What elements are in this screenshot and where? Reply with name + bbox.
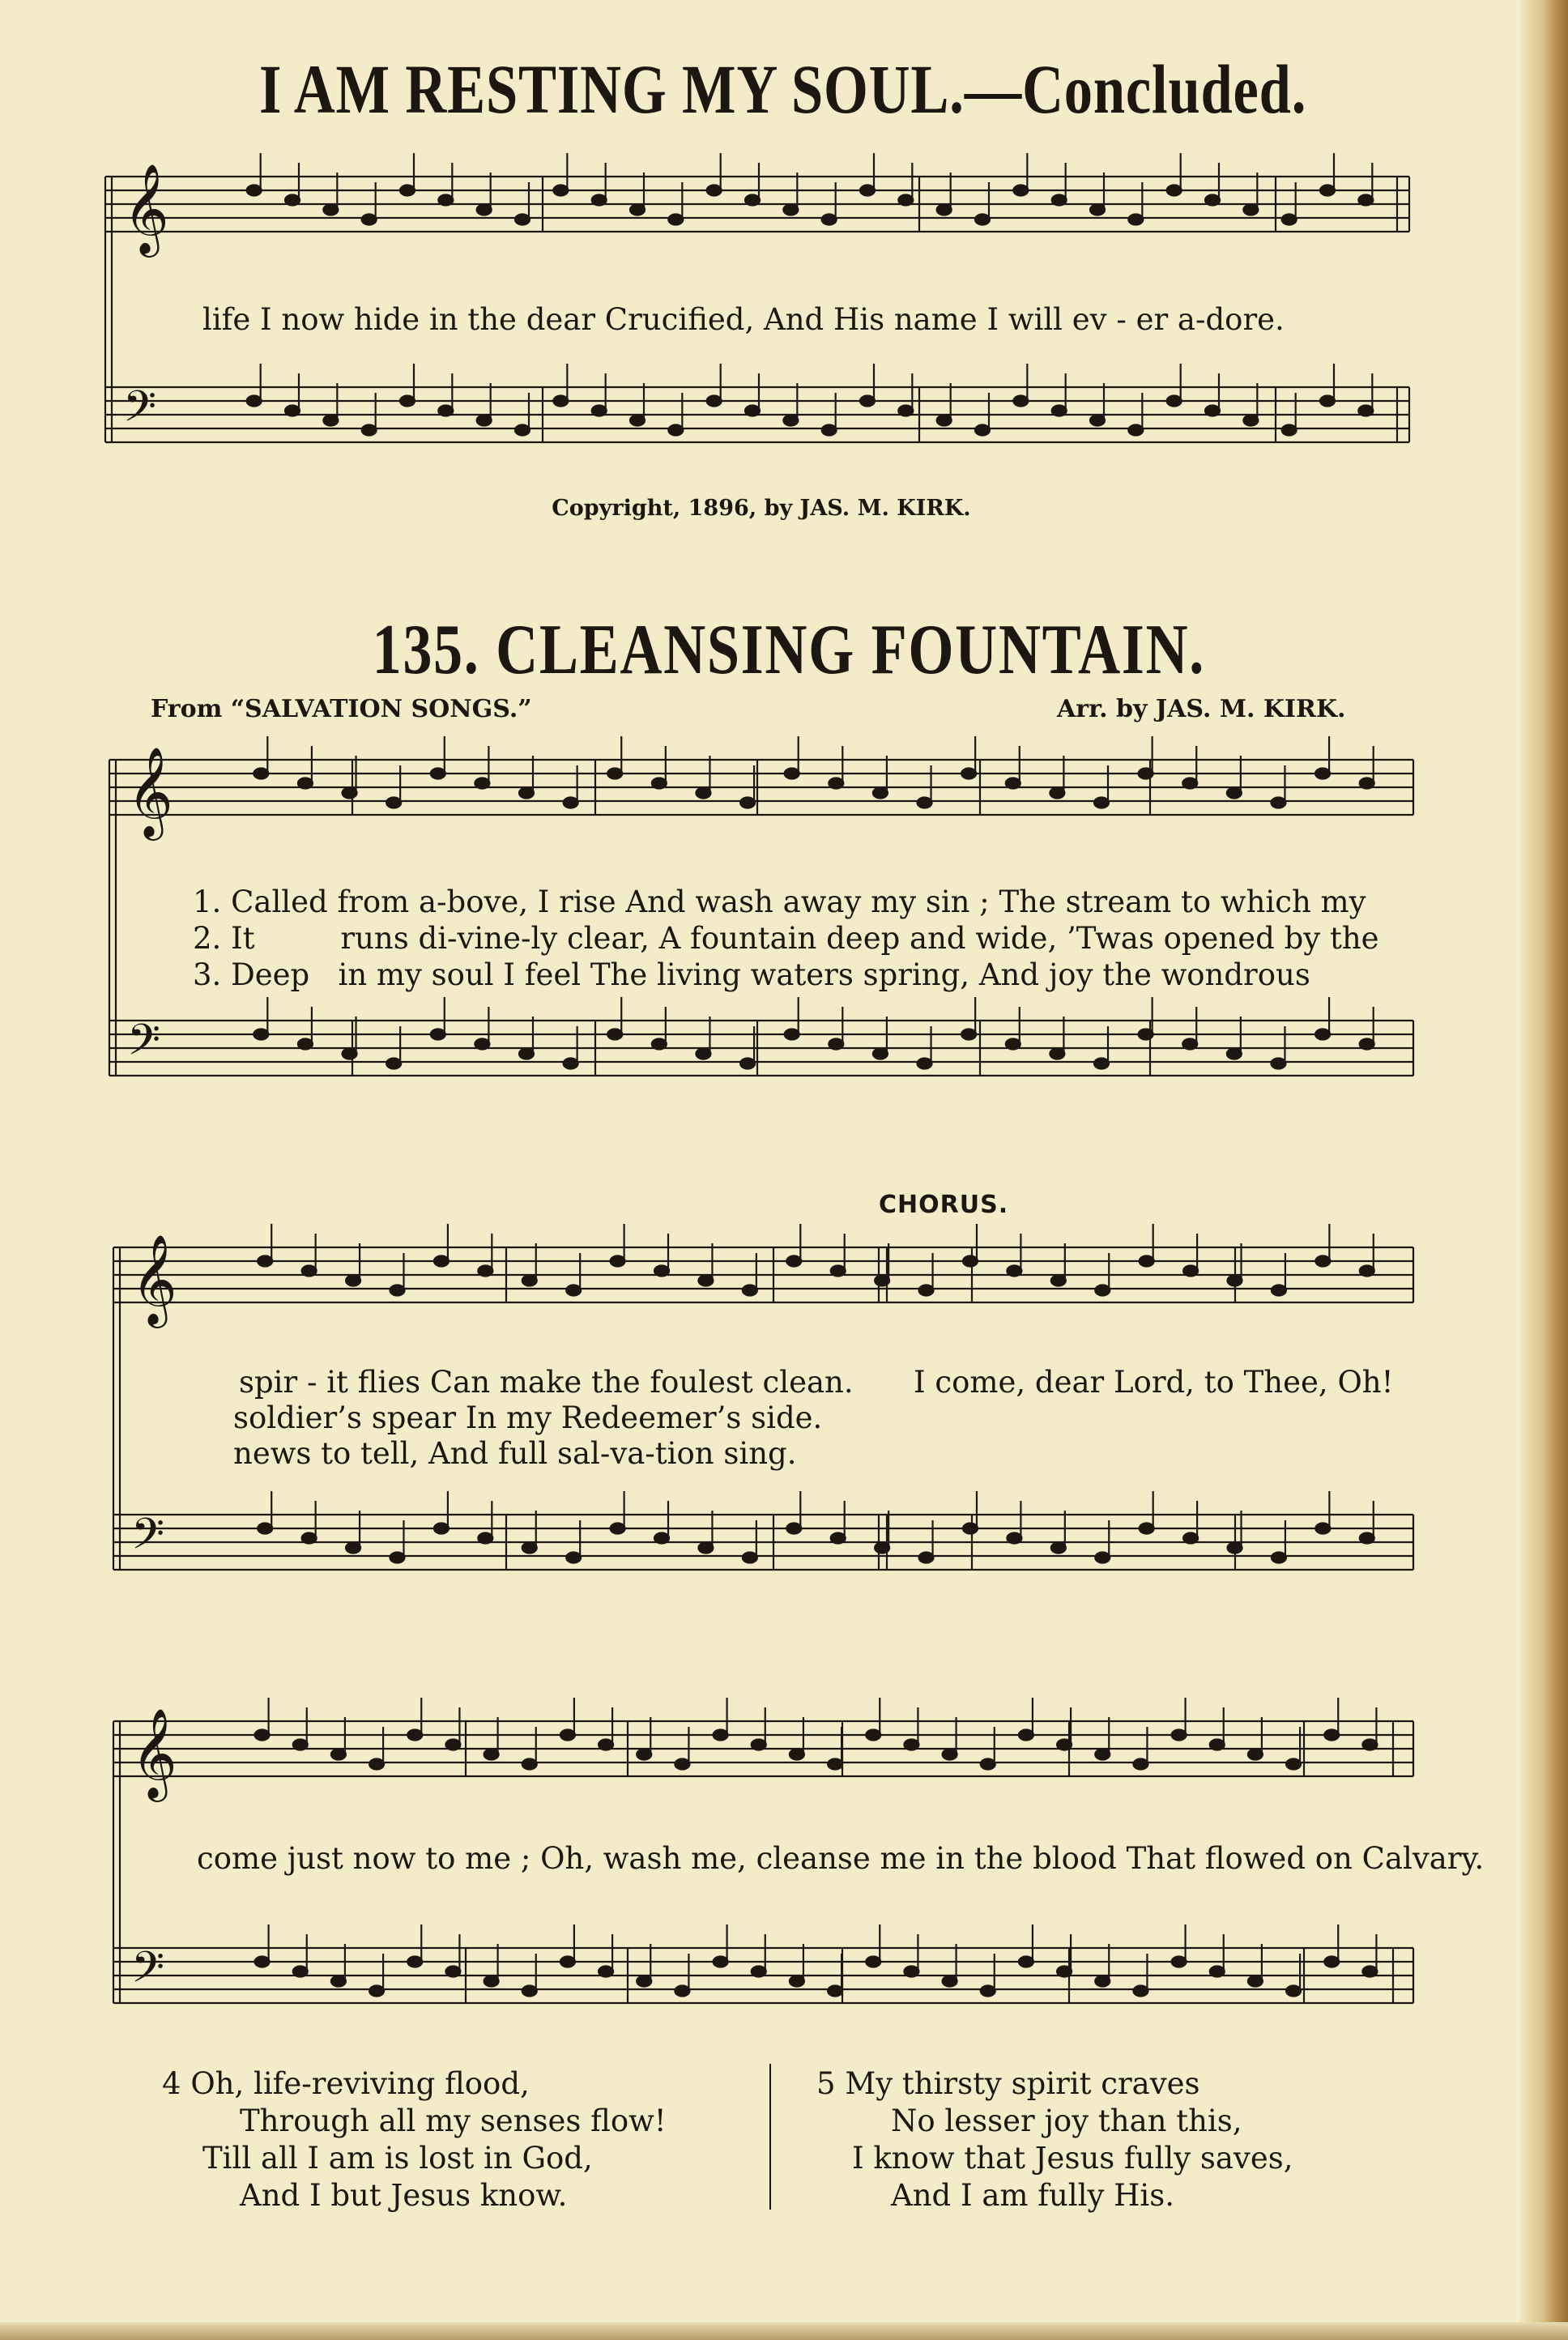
bass-note — [652, 1039, 667, 1050]
treble-note — [786, 1256, 801, 1267]
treble-note — [1095, 1750, 1110, 1760]
bass-note — [707, 396, 722, 407]
bass-note — [975, 425, 990, 436]
treble-note — [1282, 215, 1297, 225]
bass-note — [592, 406, 607, 416]
bass-note — [675, 1986, 689, 1997]
bass-note — [1019, 1957, 1033, 1967]
bass-note — [866, 1957, 880, 1967]
treble-note — [445, 1740, 460, 1750]
bass-note — [1227, 1049, 1242, 1059]
bass-note — [860, 396, 875, 407]
treble-note — [1360, 778, 1374, 789]
treble-note — [822, 215, 837, 225]
chorus-label: CHORUS. — [879, 1191, 1009, 1219]
bass-note — [285, 406, 300, 416]
bass-note — [904, 1967, 918, 1977]
bass-note — [1282, 425, 1297, 436]
treble-note — [696, 788, 710, 799]
treble-note — [1050, 788, 1064, 799]
treble-note — [607, 769, 622, 779]
system2-line-2: soldier’s spear In my Redeemer’s side. — [233, 1400, 823, 1435]
bass-note — [331, 1976, 346, 1987]
bass-note — [599, 1967, 613, 1977]
treble-note — [369, 1759, 384, 1770]
treble-note — [740, 798, 755, 808]
bass-note — [1205, 406, 1220, 416]
bass-note — [1133, 1986, 1148, 1997]
treble-note — [654, 1266, 669, 1277]
treble-note — [1052, 195, 1067, 206]
verse-5-line-3: I know that Jesus fully saves, — [852, 2141, 1293, 2176]
treble-note — [564, 798, 578, 808]
bass-note — [302, 1533, 317, 1544]
bass-note — [1272, 1553, 1286, 1563]
verse-text: Deep in my soul I feel The living waters spring, And joy the wondrous — [231, 957, 1310, 992]
bass-note — [343, 1049, 357, 1059]
bass-note — [390, 1553, 404, 1563]
bass-note — [553, 396, 568, 407]
treble-note — [484, 1750, 499, 1760]
treble-note — [1272, 1285, 1286, 1296]
bass-note — [745, 406, 760, 416]
treble-note — [675, 1759, 689, 1770]
system2-line-3: news to tell, And full sal-va-tion sing. — [233, 1436, 797, 1471]
bass-note — [1090, 416, 1105, 426]
treble-note — [652, 778, 667, 789]
treble-note — [1324, 1730, 1339, 1741]
bass-note — [1128, 425, 1143, 436]
verse-5-line-4: And I am fully His. — [891, 2178, 1174, 2213]
bass-note — [438, 406, 453, 416]
bass-note — [478, 1533, 492, 1544]
bass-note — [752, 1967, 766, 1977]
bass-note — [564, 1059, 578, 1069]
verse-number: 1. — [193, 884, 222, 919]
treble-note — [1051, 1276, 1066, 1286]
bass-note — [822, 425, 837, 436]
bass-note — [1013, 396, 1028, 407]
treble-note — [522, 1759, 537, 1770]
bass-note — [961, 1029, 976, 1040]
bass-clef-icon: 𝄢 — [123, 382, 157, 442]
bass-note — [445, 1967, 460, 1977]
bass-note — [255, 1957, 270, 1967]
bass-note — [522, 1986, 537, 1997]
bass-note — [1095, 1976, 1110, 1987]
concluded-lyric-line: life I now hide in the dear Crucified, And His name I will ev - er a-dore. — [202, 302, 1285, 337]
bass-note — [484, 1976, 499, 1987]
treble-note — [745, 195, 760, 206]
treble-note — [1228, 1276, 1242, 1286]
verse-4-line-4: And I but Jesus know. — [240, 2178, 568, 2213]
treble-clef-icon: 𝄞 — [127, 746, 173, 837]
bass-note — [1271, 1059, 1285, 1069]
verse-4-line-2: Through all my senses flow! — [240, 2103, 667, 2138]
treble-note — [1320, 185, 1335, 196]
verse-4 — [162, 2065, 667, 2214]
bass-note — [875, 1543, 889, 1554]
treble-note — [1006, 778, 1020, 789]
treble-note — [478, 1266, 492, 1277]
treble-note — [1090, 205, 1105, 215]
treble-note — [560, 1730, 575, 1741]
verse-text: Called from a-bove, I rise And wash away my sin ; The stream to which my — [231, 884, 1366, 919]
treble-note — [904, 1740, 918, 1750]
treble-note — [475, 778, 489, 789]
bass-note — [607, 1029, 622, 1040]
bass-note — [654, 1533, 669, 1544]
bass-note — [515, 425, 530, 436]
bass-note — [1140, 1524, 1154, 1534]
bass-note — [1050, 1049, 1064, 1059]
source-credit: From “SALVATION SONGS.” — [151, 695, 532, 723]
bass-note — [258, 1524, 272, 1534]
bass-note — [898, 406, 913, 416]
treble-note — [1243, 205, 1258, 215]
treble-note — [298, 778, 313, 789]
verse-line-1 — [193, 884, 1366, 919]
bass-note — [740, 1059, 755, 1069]
treble-note — [431, 769, 445, 779]
bass-note — [786, 1524, 801, 1534]
bass-note — [522, 1543, 537, 1554]
bass-note — [785, 1029, 799, 1040]
bass-note — [1360, 1039, 1374, 1050]
bass-note — [247, 396, 262, 407]
treble-note — [828, 1759, 842, 1770]
treble-note — [790, 1750, 804, 1760]
treble-note — [1315, 1256, 1330, 1267]
bass-note — [1210, 1967, 1225, 1977]
bass-note — [637, 1976, 651, 1987]
bass-note — [475, 1039, 489, 1050]
bass-note — [963, 1524, 978, 1534]
treble-note — [477, 205, 492, 215]
bass-note — [630, 416, 645, 426]
verse-divider — [769, 2064, 771, 2210]
treble-note — [1227, 788, 1242, 799]
treble-note — [1128, 215, 1143, 225]
bass-note — [1139, 1029, 1153, 1040]
treble-note — [975, 215, 990, 225]
hymn-title: 135. CLEANSING FOUNTAIN. — [372, 611, 1205, 689]
bass-note — [1286, 1986, 1301, 1997]
treble-note — [831, 1266, 846, 1277]
bass-note — [743, 1553, 757, 1563]
treble-note — [1271, 798, 1285, 808]
verse-line-3 — [193, 957, 1310, 992]
bass-clef-icon: 𝄢 — [131, 1510, 165, 1570]
treble-note — [343, 788, 357, 799]
bass-note — [698, 1543, 713, 1554]
treble-clef-icon: 𝄞 — [131, 1234, 177, 1324]
treble-note — [599, 1740, 613, 1750]
treble-note — [860, 185, 875, 196]
treble-note — [258, 1256, 272, 1267]
bass-note — [918, 1059, 932, 1069]
treble-note — [255, 1730, 270, 1741]
bass-note — [696, 1049, 710, 1059]
treble-note — [1205, 195, 1220, 206]
bass-note — [1315, 1524, 1330, 1534]
verse-line-2 — [193, 921, 1379, 956]
treble-note — [362, 215, 377, 225]
treble-note — [783, 205, 798, 215]
bass-note — [1057, 1967, 1072, 1977]
bass-note — [298, 1039, 313, 1050]
verse-4-line-1: Oh, life-reviving flood, — [190, 2066, 530, 2101]
bass-note — [1095, 1553, 1110, 1563]
treble-note — [1094, 798, 1109, 808]
treble-note — [285, 195, 300, 206]
bass-clef-icon: 𝄢 — [131, 1943, 165, 2003]
bass-note — [1248, 1976, 1263, 1987]
treble-clef-icon: 𝄞 — [131, 1707, 177, 1798]
treble-note — [714, 1730, 728, 1741]
bass-note — [1243, 416, 1258, 426]
treble-note — [1362, 1740, 1377, 1750]
bass-note — [407, 1957, 422, 1967]
bass-note — [828, 1986, 842, 1997]
treble-note — [1007, 1266, 1021, 1277]
treble-note — [566, 1285, 581, 1296]
bass-note — [937, 416, 952, 426]
verse-5-line-2: No lesser joy than this, — [891, 2103, 1242, 2138]
treble-note — [873, 788, 888, 799]
treble-note — [302, 1266, 317, 1277]
system2-line-1: spir - it flies Can make the foulest clean. — [239, 1365, 854, 1400]
treble-note — [553, 185, 568, 196]
treble-note — [247, 185, 262, 196]
bass-note — [1172, 1957, 1187, 1967]
treble-note — [866, 1730, 880, 1741]
bass-note — [1362, 1967, 1377, 1977]
bass-note — [560, 1957, 575, 1967]
treble-note — [323, 205, 338, 215]
treble-note — [522, 1276, 537, 1286]
treble-note — [943, 1750, 957, 1760]
treble-note — [331, 1750, 346, 1760]
treble-note — [434, 1256, 449, 1267]
bass-note — [323, 416, 338, 426]
treble-note — [707, 185, 722, 196]
treble-note — [386, 798, 401, 808]
verse-number: 3. — [193, 957, 222, 992]
arranger-credit: Arr. by JAS. M. KIRK. — [1057, 695, 1346, 723]
treble-note — [1183, 1266, 1198, 1277]
verse-number: 4 — [162, 2066, 181, 2101]
treble-note — [919, 1285, 934, 1296]
treble-note — [438, 195, 453, 206]
verse-5-line-1: My thirsty spirit craves — [845, 2066, 1200, 2101]
treble-note — [668, 215, 683, 225]
treble-note — [898, 195, 913, 206]
bass-note — [611, 1524, 625, 1534]
treble-note — [637, 1750, 651, 1760]
treble-note — [1210, 1740, 1225, 1750]
treble-note — [519, 788, 534, 799]
bass-note — [1052, 406, 1067, 416]
treble-note — [785, 769, 799, 779]
treble-note — [1095, 1285, 1110, 1296]
bass-note — [1007, 1533, 1021, 1544]
bass-note — [790, 1976, 804, 1987]
treble-note — [1013, 185, 1028, 196]
treble-note — [592, 195, 607, 206]
bass-note — [431, 1029, 445, 1040]
treble-note — [515, 215, 530, 225]
treble-note — [1167, 185, 1182, 196]
treble-note — [1315, 769, 1330, 779]
treble-note — [390, 1285, 404, 1296]
bass-note — [254, 1029, 268, 1040]
treble-note — [1248, 1750, 1263, 1760]
treble-note — [963, 1256, 978, 1267]
treble-note — [1358, 195, 1373, 206]
treble-note — [1172, 1730, 1187, 1741]
treble-note — [1139, 769, 1153, 779]
bass-note — [668, 425, 683, 436]
concluded-title: I AM RESTING MY SOUL.—Concluded. — [258, 50, 1307, 128]
verse-4-line-3: Till all I am is lost in God, — [202, 2141, 593, 2176]
treble-note — [1133, 1759, 1148, 1770]
bass-note — [477, 416, 492, 426]
bass-note — [1167, 396, 1182, 407]
treble-note — [961, 769, 976, 779]
verse-text: It runs di-vine-ly clear, A fountain deep and wide, ’Twas opened by the — [231, 921, 1379, 956]
verse-number: 5 — [816, 2066, 836, 2101]
copyright-notice: Copyright, 1896, by JAS. M. KIRK. — [552, 496, 971, 521]
system3-lyric-line: come just now to me ; Oh, wash me, cleanse me in the blood That flowed on Calvary. — [197, 1841, 1485, 1876]
bass-note — [1182, 1039, 1197, 1050]
bass-note — [1358, 406, 1373, 416]
treble-note — [400, 185, 415, 196]
bass-note — [829, 1039, 843, 1050]
treble-note — [829, 778, 843, 789]
verse-number: 2. — [193, 921, 222, 956]
bass-note — [714, 1957, 728, 1967]
treble-note — [918, 798, 932, 808]
treble-note — [1360, 1266, 1374, 1277]
bass-note — [1324, 1957, 1339, 1967]
bass-note — [1006, 1039, 1020, 1050]
treble-note — [1182, 778, 1197, 789]
bass-note — [369, 1986, 384, 1997]
bass-note — [346, 1543, 360, 1554]
chorus-lyric-line: I come, dear Lord, to Thee, Oh! — [914, 1365, 1394, 1400]
bass-note — [519, 1049, 534, 1059]
bass-note — [873, 1049, 888, 1059]
bass-note — [386, 1059, 401, 1069]
treble-note — [293, 1740, 308, 1750]
bass-note — [1228, 1543, 1242, 1554]
treble-note — [1286, 1759, 1301, 1770]
treble-note — [698, 1276, 713, 1286]
treble-note — [875, 1276, 889, 1286]
bass-note — [1360, 1533, 1374, 1544]
bass-note — [831, 1533, 846, 1544]
treble-note — [346, 1276, 360, 1286]
treble-note — [752, 1740, 766, 1750]
treble-note — [743, 1285, 757, 1296]
bass-clef-icon: 𝄢 — [127, 1016, 161, 1076]
treble-note — [630, 205, 645, 215]
treble-note — [407, 1730, 422, 1741]
bass-note — [566, 1553, 581, 1563]
treble-clef-icon: 𝄞 — [123, 163, 169, 254]
bass-note — [1320, 396, 1335, 407]
treble-note — [1057, 1740, 1072, 1750]
bass-note — [1315, 1029, 1330, 1040]
bass-note — [293, 1967, 308, 1977]
treble-note — [254, 769, 268, 779]
treble-note — [1019, 1730, 1033, 1741]
bass-note — [1183, 1533, 1198, 1544]
bass-note — [783, 416, 798, 426]
bass-note — [400, 396, 415, 407]
treble-note — [937, 205, 952, 215]
treble-note — [611, 1256, 625, 1267]
bass-note — [1094, 1059, 1109, 1069]
bass-note — [943, 1976, 957, 1987]
bass-note — [981, 1986, 995, 1997]
bass-note — [362, 425, 377, 436]
treble-note — [1140, 1256, 1154, 1267]
bass-note — [919, 1553, 934, 1563]
verse-5 — [816, 2065, 1293, 2214]
bass-note — [1051, 1543, 1066, 1554]
bass-note — [434, 1524, 449, 1534]
treble-note — [981, 1759, 995, 1770]
